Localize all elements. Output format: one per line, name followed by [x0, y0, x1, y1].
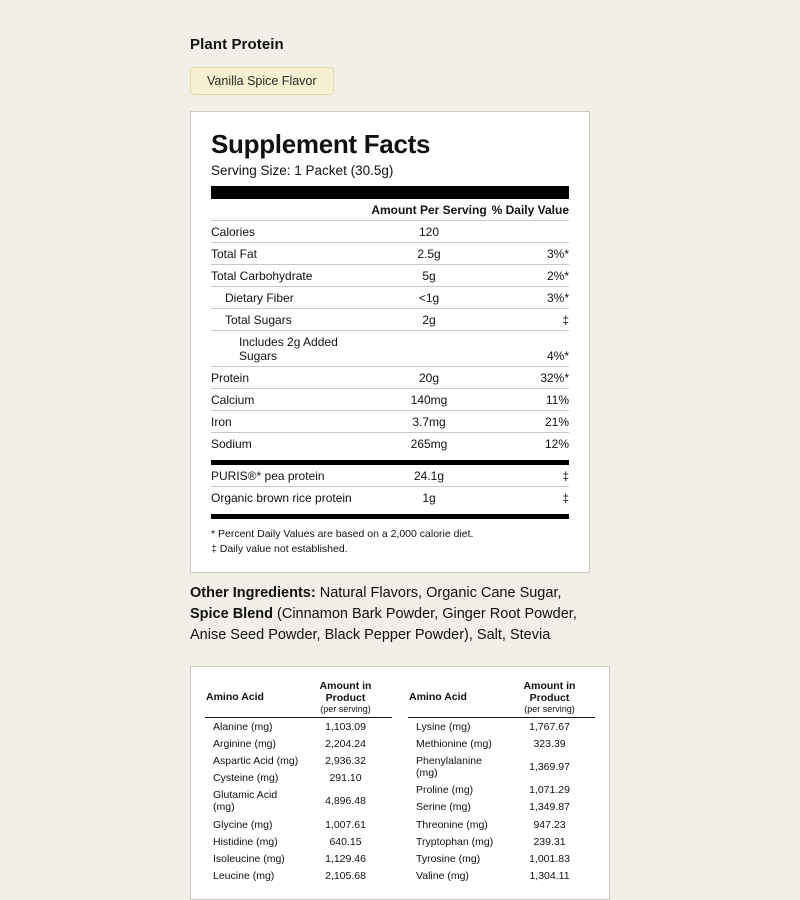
other-ingredients	[190, 583, 590, 646]
table-row	[211, 330, 569, 366]
nutrient-amount: 20g	[369, 366, 489, 388]
aa-header-amount-sub: (per serving)	[320, 704, 371, 715]
table-row	[205, 770, 392, 787]
amino-acid-table-left	[205, 679, 392, 885]
aa-value: 1,304.11	[529, 870, 570, 883]
source-label: Organic brown rice protein	[211, 490, 352, 505]
source-amount: 1g	[422, 490, 436, 505]
table-row	[205, 753, 392, 770]
table-row	[408, 868, 595, 885]
table-row	[205, 735, 392, 752]
nutrient-dv: 32%*	[489, 366, 569, 388]
nutrient-label: Calcium	[211, 388, 369, 410]
nutrient-amount: 265mg	[410, 436, 448, 451]
nutrient-label: Includes 2g Added Sugars	[211, 330, 369, 366]
table-row	[408, 816, 595, 833]
table-row	[211, 410, 569, 432]
table-row	[408, 735, 595, 752]
aa-header-amount	[299, 679, 392, 715]
table-row	[408, 753, 595, 782]
aa-value: 1,103.09	[325, 720, 366, 733]
protein-source-table	[211, 465, 569, 508]
aa-name: Isoleucine (mg)	[213, 853, 285, 866]
table-row	[408, 850, 595, 867]
page-title: Plant Protein	[190, 36, 284, 53]
nutrient-dv	[489, 220, 569, 242]
table-row	[408, 799, 595, 816]
aa-value: 1,129.46	[325, 853, 366, 866]
aa-value: 4,896.48	[325, 795, 366, 808]
aa-header-name: Amino Acid	[409, 691, 467, 704]
nutrient-dv: 12%	[544, 436, 569, 451]
footnotes	[211, 519, 569, 559]
amino-acid-panel	[190, 666, 610, 900]
nutrient-dv: ‡	[489, 308, 569, 330]
other-ingredients-part2: (Cinnamon Bark Powder, Ginger Root Powder, Anise Seed Powder, Black Pepper Powder), Salt, Stevia	[190, 606, 577, 644]
header-blank	[211, 199, 369, 221]
table-row	[211, 242, 569, 264]
table-row	[211, 486, 569, 508]
table-row	[205, 718, 392, 736]
table-row	[211, 388, 569, 410]
aa-name: Glutamic Acid (mg)	[213, 789, 278, 814]
table-row	[211, 286, 569, 308]
aa-value: 1,767.67	[529, 720, 570, 733]
supplement-facts-title: Supplement Facts	[211, 129, 431, 159]
flavor-badge: Vanilla Spice Flavor	[190, 67, 334, 95]
nutrient-amount: 2g	[369, 308, 489, 330]
table-row	[408, 833, 595, 850]
table-row	[211, 308, 569, 330]
nutrient-label: Iron	[211, 410, 369, 432]
other-ingredients-label: Other Ingredients:	[190, 585, 320, 602]
source-dv: ‡	[562, 490, 569, 505]
supplement-facts-table	[211, 199, 569, 454]
nutrient-amount: 3.7mg	[369, 410, 489, 432]
aa-value: 1,007.61	[325, 818, 366, 831]
amino-acid-table-right	[408, 679, 595, 885]
aa-name: Phenylalanine (mg)	[416, 755, 482, 780]
aa-name: Arginine (mg)	[213, 737, 277, 750]
header-daily-value: % Daily Value	[489, 199, 569, 221]
aa-name: Aspartic Acid (mg)	[213, 755, 299, 768]
footnote-daily-value: * Percent Daily Values are based on a 2,000 calorie diet.	[211, 527, 474, 540]
table-row	[205, 833, 392, 850]
table-row	[408, 782, 595, 799]
aa-value: 1,369.97	[529, 761, 570, 774]
aa-value: 2,204.24	[325, 737, 366, 750]
aa-value: 640.15	[329, 835, 362, 848]
aa-value: 947.23	[533, 818, 566, 831]
table-row	[211, 220, 569, 242]
aa-value: 323.39	[533, 737, 566, 750]
aa-header-name: Amino Acid	[206, 691, 264, 704]
aa-name: Methionine (mg)	[416, 737, 492, 750]
nutrient-label: Sodium	[211, 436, 252, 451]
table-row	[211, 432, 569, 454]
spice-blend-label: Spice Blend	[190, 606, 273, 623]
table-row	[205, 787, 392, 816]
aa-name: Alanine (mg)	[213, 720, 273, 733]
aa-name: Tyrosine (mg)	[416, 853, 481, 866]
nutrient-dv: 11%	[489, 388, 569, 410]
divider-thick-top	[211, 186, 569, 199]
aa-value: 1,001.83	[529, 853, 570, 866]
aa-name: Tryptophan (mg)	[416, 835, 494, 848]
source-label: PURIS®* pea protein	[211, 465, 369, 487]
aa-value: 2,105.68	[325, 870, 366, 883]
nutrient-dv: 2%*	[489, 264, 569, 286]
footnote-not-established: ‡ Daily value not established.	[211, 543, 348, 556]
nutrient-label: Total Sugars	[211, 308, 369, 330]
nutrient-label: Protein	[211, 366, 369, 388]
aa-name: Threonine (mg)	[416, 818, 488, 831]
nutrient-amount: 120	[369, 220, 489, 242]
table-row	[211, 264, 569, 286]
nutrient-amount: 140mg	[369, 388, 489, 410]
table-header-row	[211, 199, 569, 221]
nutrient-label: Total Fat	[211, 242, 369, 264]
table-row	[205, 816, 392, 833]
nutrient-dv: 21%	[489, 410, 569, 432]
label-content	[190, 36, 610, 900]
aa-name: Serine (mg)	[416, 801, 471, 814]
nutrient-amount: <1g	[369, 286, 489, 308]
amino-acid-column-right	[408, 679, 595, 885]
nutrient-amount	[369, 330, 489, 366]
aa-value: 239.31	[533, 835, 566, 848]
nutrient-label: Dietary Fiber	[211, 286, 369, 308]
nutrient-label: Total Carbohydrate	[211, 264, 369, 286]
table-row	[211, 465, 569, 487]
table-row	[211, 366, 569, 388]
aa-name: Histidine (mg)	[213, 835, 278, 848]
aa-name: Valine (mg)	[416, 870, 469, 883]
table-row	[205, 850, 392, 867]
nutrient-label: Calories	[211, 220, 369, 242]
nutrient-dv: 4%*	[489, 330, 569, 366]
serving-size: Serving Size: 1 Packet (30.5g)	[211, 162, 394, 178]
nutrient-dv: 3%*	[489, 242, 569, 264]
aa-value: 1,349.87	[529, 801, 570, 814]
source-amount: 24.1g	[369, 465, 489, 487]
aa-name: Lysine (mg)	[416, 720, 471, 733]
amino-acid-column-left	[205, 679, 392, 885]
nutrient-dv: 3%*	[489, 286, 569, 308]
aa-name: Proline (mg)	[416, 784, 474, 797]
aa-name: Glycine (mg)	[213, 818, 273, 831]
aa-value: 291.10	[329, 772, 362, 785]
supplement-facts-panel	[190, 111, 590, 573]
aa-value: 1,071.29	[529, 784, 570, 797]
nutrient-amount: 5g	[369, 264, 489, 286]
header-amount-per-serving: Amount Per Serving	[369, 199, 489, 221]
source-dv: ‡	[489, 465, 569, 487]
nutrient-amount: 2.5g	[369, 242, 489, 264]
table-row	[408, 718, 595, 736]
aa-header-amount-text: Amount in Product	[319, 680, 372, 705]
aa-name: Leucine (mg)	[213, 870, 275, 883]
aa-header-amount-text: Amount in Product	[523, 680, 576, 705]
aa-name: Cysteine (mg)	[213, 772, 279, 785]
aa-header-amount	[504, 679, 595, 715]
aa-header-amount-sub: (per serving)	[524, 704, 575, 715]
table-row	[205, 868, 392, 885]
other-ingredients-part1: Natural Flavors, Organic Cane Sugar,	[319, 585, 562, 602]
aa-value: 2,936.32	[325, 755, 366, 768]
